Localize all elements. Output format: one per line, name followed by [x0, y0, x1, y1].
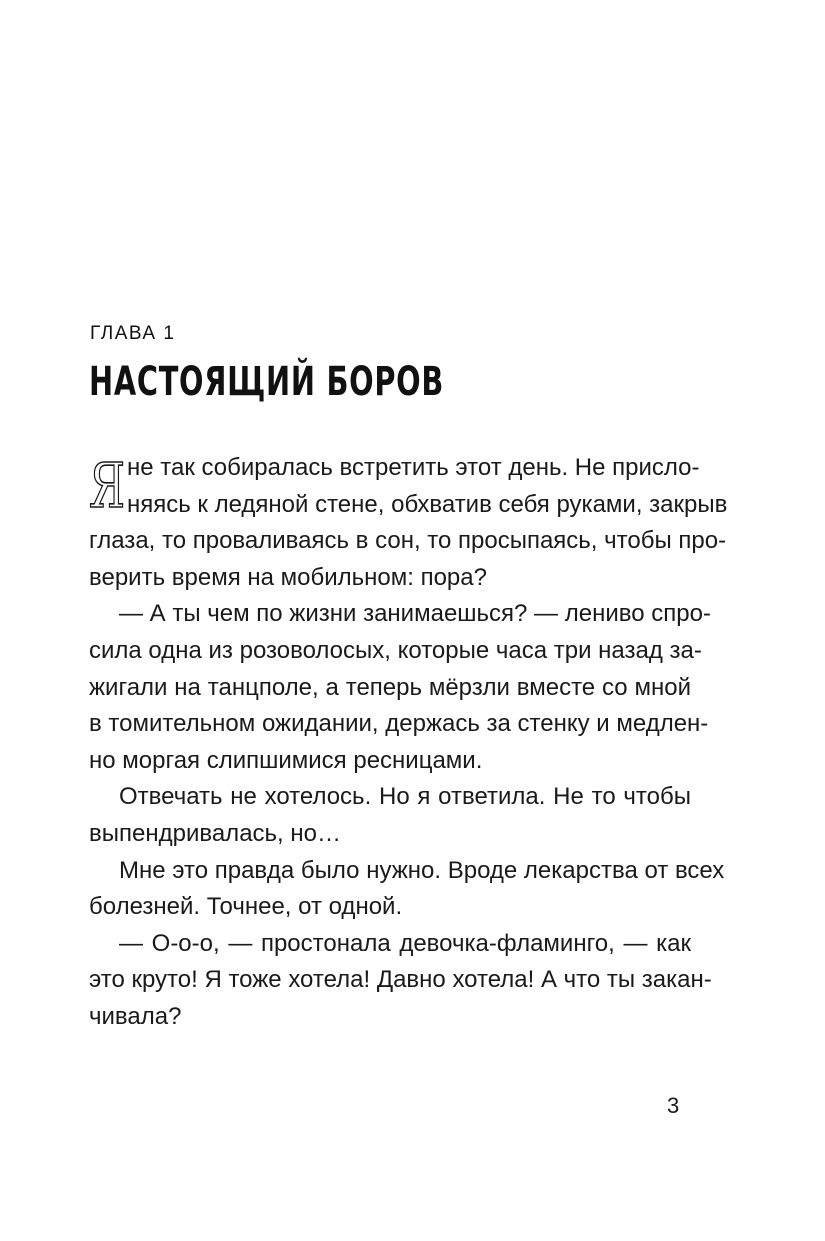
text-line: болезней. Точнее, от одной.	[89, 893, 403, 921]
text-line: няясь к ледяной стене, обхватив себя руками, закрыв	[127, 490, 728, 518]
text-line: Отвечать не хотелось. Но я ответила. Не то чтобы	[119, 783, 691, 811]
text-line: не так собиралась встретить этот день. Не присло-	[127, 454, 700, 481]
text-line: — О-о-о, — простонала девочка-фламинго, — как	[119, 929, 691, 957]
text-line: чивала?	[89, 1002, 182, 1030]
text-line: жигали на танцполе, а теперь мёрзли вместе со мной	[89, 673, 691, 701]
drop-cap: Я	[89, 449, 126, 522]
text-line: верить время на мобильном: пора?	[89, 563, 487, 591]
text-line: выпендривалась, но…	[89, 819, 341, 847]
text-line: глаза, то проваливаясь в сон, то просыпаясь, чтобы про-	[89, 527, 727, 555]
chapter-label: ГЛАВА 1	[90, 323, 176, 344]
text-line: в томительном ожидании, держась за стенку и медлен-	[89, 710, 709, 738]
text-line: Мне это правда было нужно. Вроде лекарства от всех	[119, 856, 725, 884]
body-text	[89, 450, 728, 1036]
page-number: 3	[667, 1093, 680, 1118]
text-line: но моргая слипшимися ресницами.	[89, 746, 483, 774]
text-line: это круто! Я тоже хотела! Давно хотела! А что ты закан-	[89, 966, 712, 994]
text-line: сила одна из розоволосых, которые часа три назад за-	[89, 636, 702, 664]
chapter-title: НАСТОЯЩИЙ БОРОВ	[89, 359, 445, 405]
text-line: — А ты чем по жизни занимаешься? — лениво спро-	[119, 600, 711, 628]
